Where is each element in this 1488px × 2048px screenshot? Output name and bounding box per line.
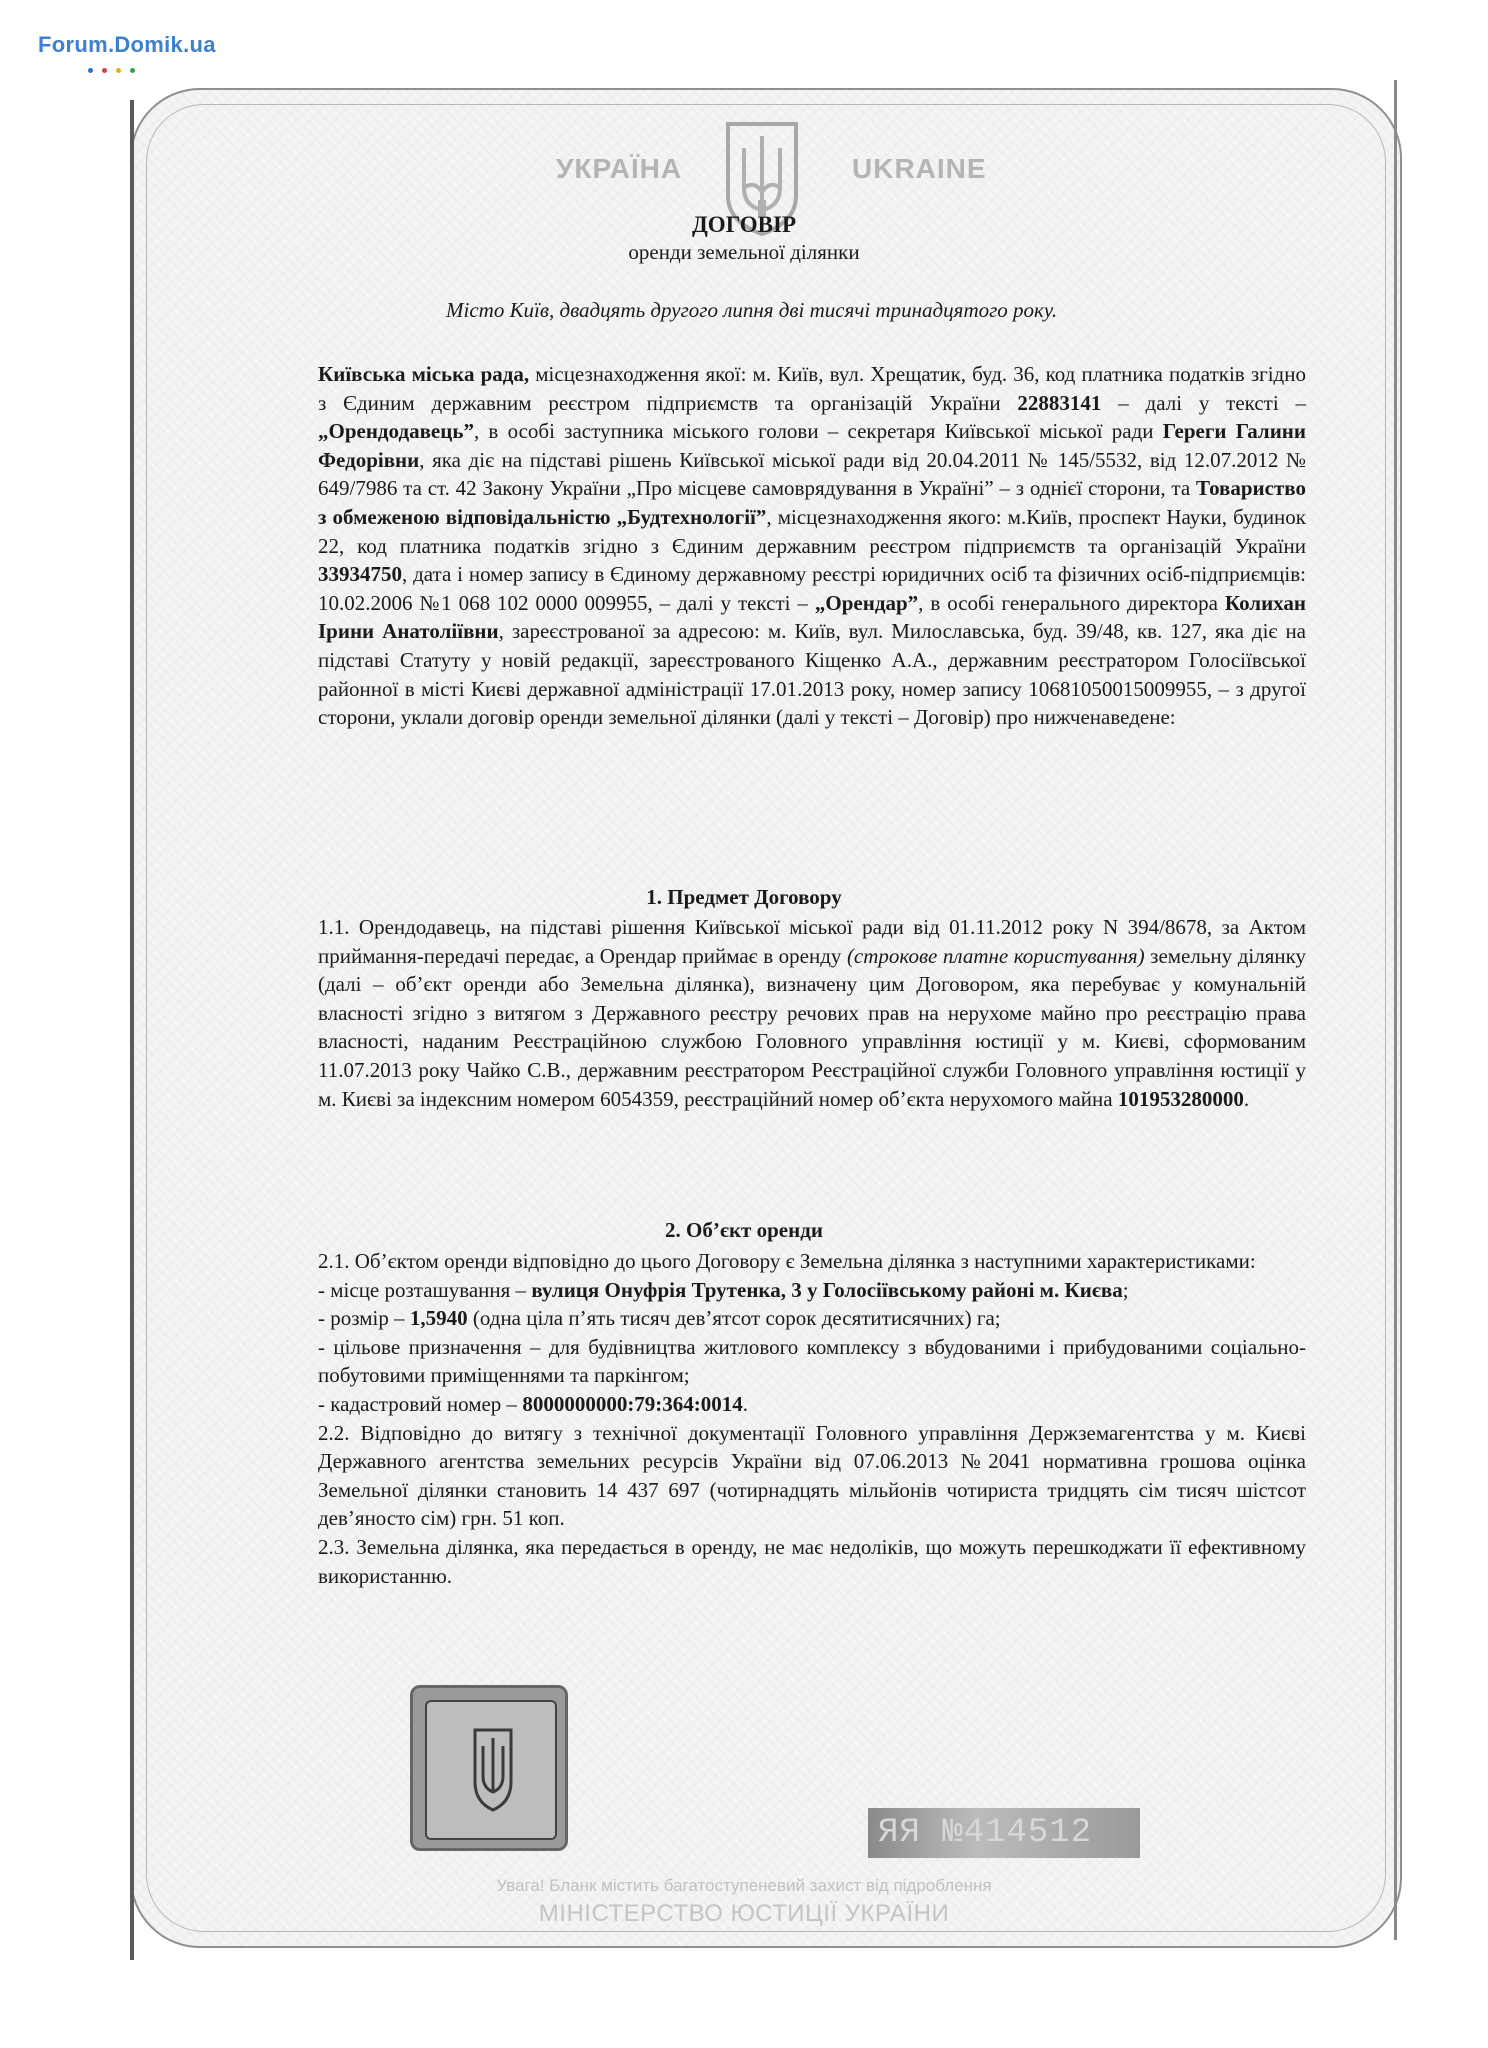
- text-run: ;: [1122, 1277, 1129, 1302]
- text-run: 8000000000:79:364:0014: [522, 1391, 743, 1416]
- text-run: - цільове призначення – для будівництва житлового комплексу з вбудованими і прибудованими соціально-побутовими приміщеннями та паркінгом;: [318, 1334, 1306, 1388]
- text-run: , дата і номер запису в Єдиному державному реєстрі юридичних осіб та фізичних осіб-підприємців: 10.02.2006 №1 068 102 0000 009955, – далі у тексті –: [318, 562, 1306, 615]
- text-run: , зареєстрованої за адресою: м. Київ, вул. Милославська, буд. 39/48, кв. 127, яка діє на підставі Статуту у новій редакції, зареєстрованого Кіщенко А.А., державним реєстратором Голосіївської районної в місті Києві державної адміністрації 17.01.2013 року, номер запису 10681050015009955, – з другої сторони, уклали договір оренди земельної ділянки (далі у тексті – Договір) про нижченаведене:: [318, 619, 1307, 730]
- preamble-paragraph: [318, 360, 1306, 732]
- text-run: – далі у тексті –: [1101, 390, 1306, 415]
- text-run: вулиця Онуфрія Трутенка, 3 у Голосіївському районі м. Києва: [531, 1277, 1123, 1302]
- text-run: , в особі генерального директора: [918, 590, 1225, 615]
- text-run: місцезнаходження якої: м. Київ, вул. Хрещатик, буд. 36, код платника податків згідно з Єдиним державним реєстром підприємств та організацій України: [318, 362, 1306, 415]
- place-date: Місто Київ, двадцять другого липня дві тисячі тринадцятого року.: [446, 298, 1058, 322]
- section-2-heading: 2. Об’єкт оренди: [665, 1218, 823, 1242]
- section-2-2-paragraph: 2.2. Відповідно до витягу з технічної документації Головного управління Держземагентства у м. Києві Державного агентства земельних ресурсів України від 07.06.2013 №2041 нормативна грошова оцінка Земельної ділянки становить 14 437 697 (чотирнадцять мільйонів чотириста тридцять сім тисяч шістсот дев’яносто сім) грн. 51 коп.: [318, 1420, 1306, 1531]
- watermark-dots: [88, 60, 144, 66]
- coat-of-arms-icon: [471, 1726, 515, 1814]
- site-watermark: Forum.Domik.ua: [38, 32, 216, 57]
- ministry-label: МІНІСТЕРСТВО ЮСТИЦІЇ УКРАЇНИ: [538, 1900, 950, 1927]
- watermark-dot: [130, 68, 135, 73]
- header-country-en: UKRAINE: [852, 153, 987, 184]
- text-run: , в особі заступника міського голови – секретаря Київської міської ради: [473, 419, 1163, 444]
- text-run: Гереги Галини Федорівни: [318, 419, 1307, 472]
- document-title: ДОГОВІР: [691, 212, 796, 237]
- text-run: - розмір –: [318, 1306, 410, 1331]
- document-subtitle: оренди земельної ділянки: [628, 240, 860, 264]
- text-run: .: [1243, 1086, 1250, 1111]
- text-run: 1,5940: [409, 1306, 468, 1331]
- section-2-item: [318, 1276, 1306, 1305]
- text-run: „Орендодавець”: [318, 419, 474, 444]
- text-run: Колихан Ірини Анатоліївни: [318, 590, 1306, 644]
- section-2-item: [318, 1304, 1306, 1333]
- text-run: (строкове платне користування): [846, 943, 1145, 968]
- text-run: 33934750: [318, 562, 402, 587]
- text-run: земельну ділянку (далі – об’єкт оренди або Земельна ділянка), визначену цим Договором, яка перебуває у комунальній власності згідно з витягом з Державного реєстру речових прав на нерухоме майно про реєстрацію права власності, наданим Реєстраційною службою Головного управління юстиції у м. Києві, сформованим 11.07.2013 року Чайко С.В., державним реєстратором Реєстраційної служби Головного управління юстиції у м. Києві за індексним номером 6054359, реєстраційний номер об’єкта нерухомого майна: [318, 943, 1306, 1111]
- text-run: 1.1. Орендодавець, на підставі рішення Київської міської ради від 01.11.2012 року N 394/8678, за Актом приймання-передачі передає, а Орендар приймає в оренду: [318, 915, 1306, 968]
- section-2-intro: 2.1. Об’єктом оренди відповідно до цього Договору є Земельна ділянка з наступними характеристиками:: [318, 1249, 1256, 1273]
- section-2-item: [318, 1390, 1306, 1419]
- header-country-ua: УКРАЇНА: [556, 153, 683, 184]
- section-2-body: [318, 1247, 1306, 1590]
- text-run: (одна ціла п’ять тисяч дев’ятсот сорок десятитисячних) га;: [467, 1306, 1001, 1331]
- text-run: , яка діє на підставі рішень Київської міської ради від 20.04.2011 № 145/5532, від 12.07.2012 № 649/7986 та ст. 42 Закону України „Про місцеве самоврядування в Україні” – з однієї сторони, та: [318, 447, 1306, 501]
- scan-edge-right: [1394, 80, 1397, 1940]
- form-serial-number: ЯЯ №414512: [868, 1808, 1140, 1858]
- text-run: .: [742, 1391, 749, 1416]
- text-run: 22883141: [1017, 390, 1102, 415]
- text-run: , місцезнаходження якого: м.Київ, проспект Науки, будинок 22, код платника податків згідно з Єдиним державним реєстром підприємств та організацій України: [318, 504, 1306, 558]
- hologram-inner: [425, 1700, 557, 1840]
- text-run: „Орендар”: [814, 590, 919, 615]
- watermark-dot: [102, 68, 107, 73]
- text-run: - місце розташування –: [318, 1277, 532, 1302]
- scan-edge-left: [130, 100, 134, 1960]
- section-2-items: [318, 1276, 1306, 1419]
- section-2-3-paragraph: 2.3. Земельна ділянка, яка передається в оренду, не має недоліків, що можуть перешкоджати її ефективному використанню.: [318, 1534, 1306, 1588]
- text-run: 101953280000: [1117, 1086, 1244, 1111]
- forgery-warning: Увага! Бланк містить багатоступеневий захист від підроблення: [496, 1876, 992, 1895]
- watermark-dot: [88, 68, 93, 73]
- section-1-paragraph: [318, 913, 1306, 1113]
- watermark-dot: [116, 68, 121, 73]
- text-run: Товариство з обмеженою відповідальністю „Будтехнології”: [318, 476, 1306, 529]
- text-run: Київська міська рада,: [318, 362, 530, 386]
- section-1-heading: 1. Предмет Договору: [646, 885, 842, 909]
- section-2-item: [318, 1333, 1306, 1390]
- hologram-stamp: [410, 1685, 568, 1851]
- text-run: - кадастровий номер –: [318, 1391, 523, 1416]
